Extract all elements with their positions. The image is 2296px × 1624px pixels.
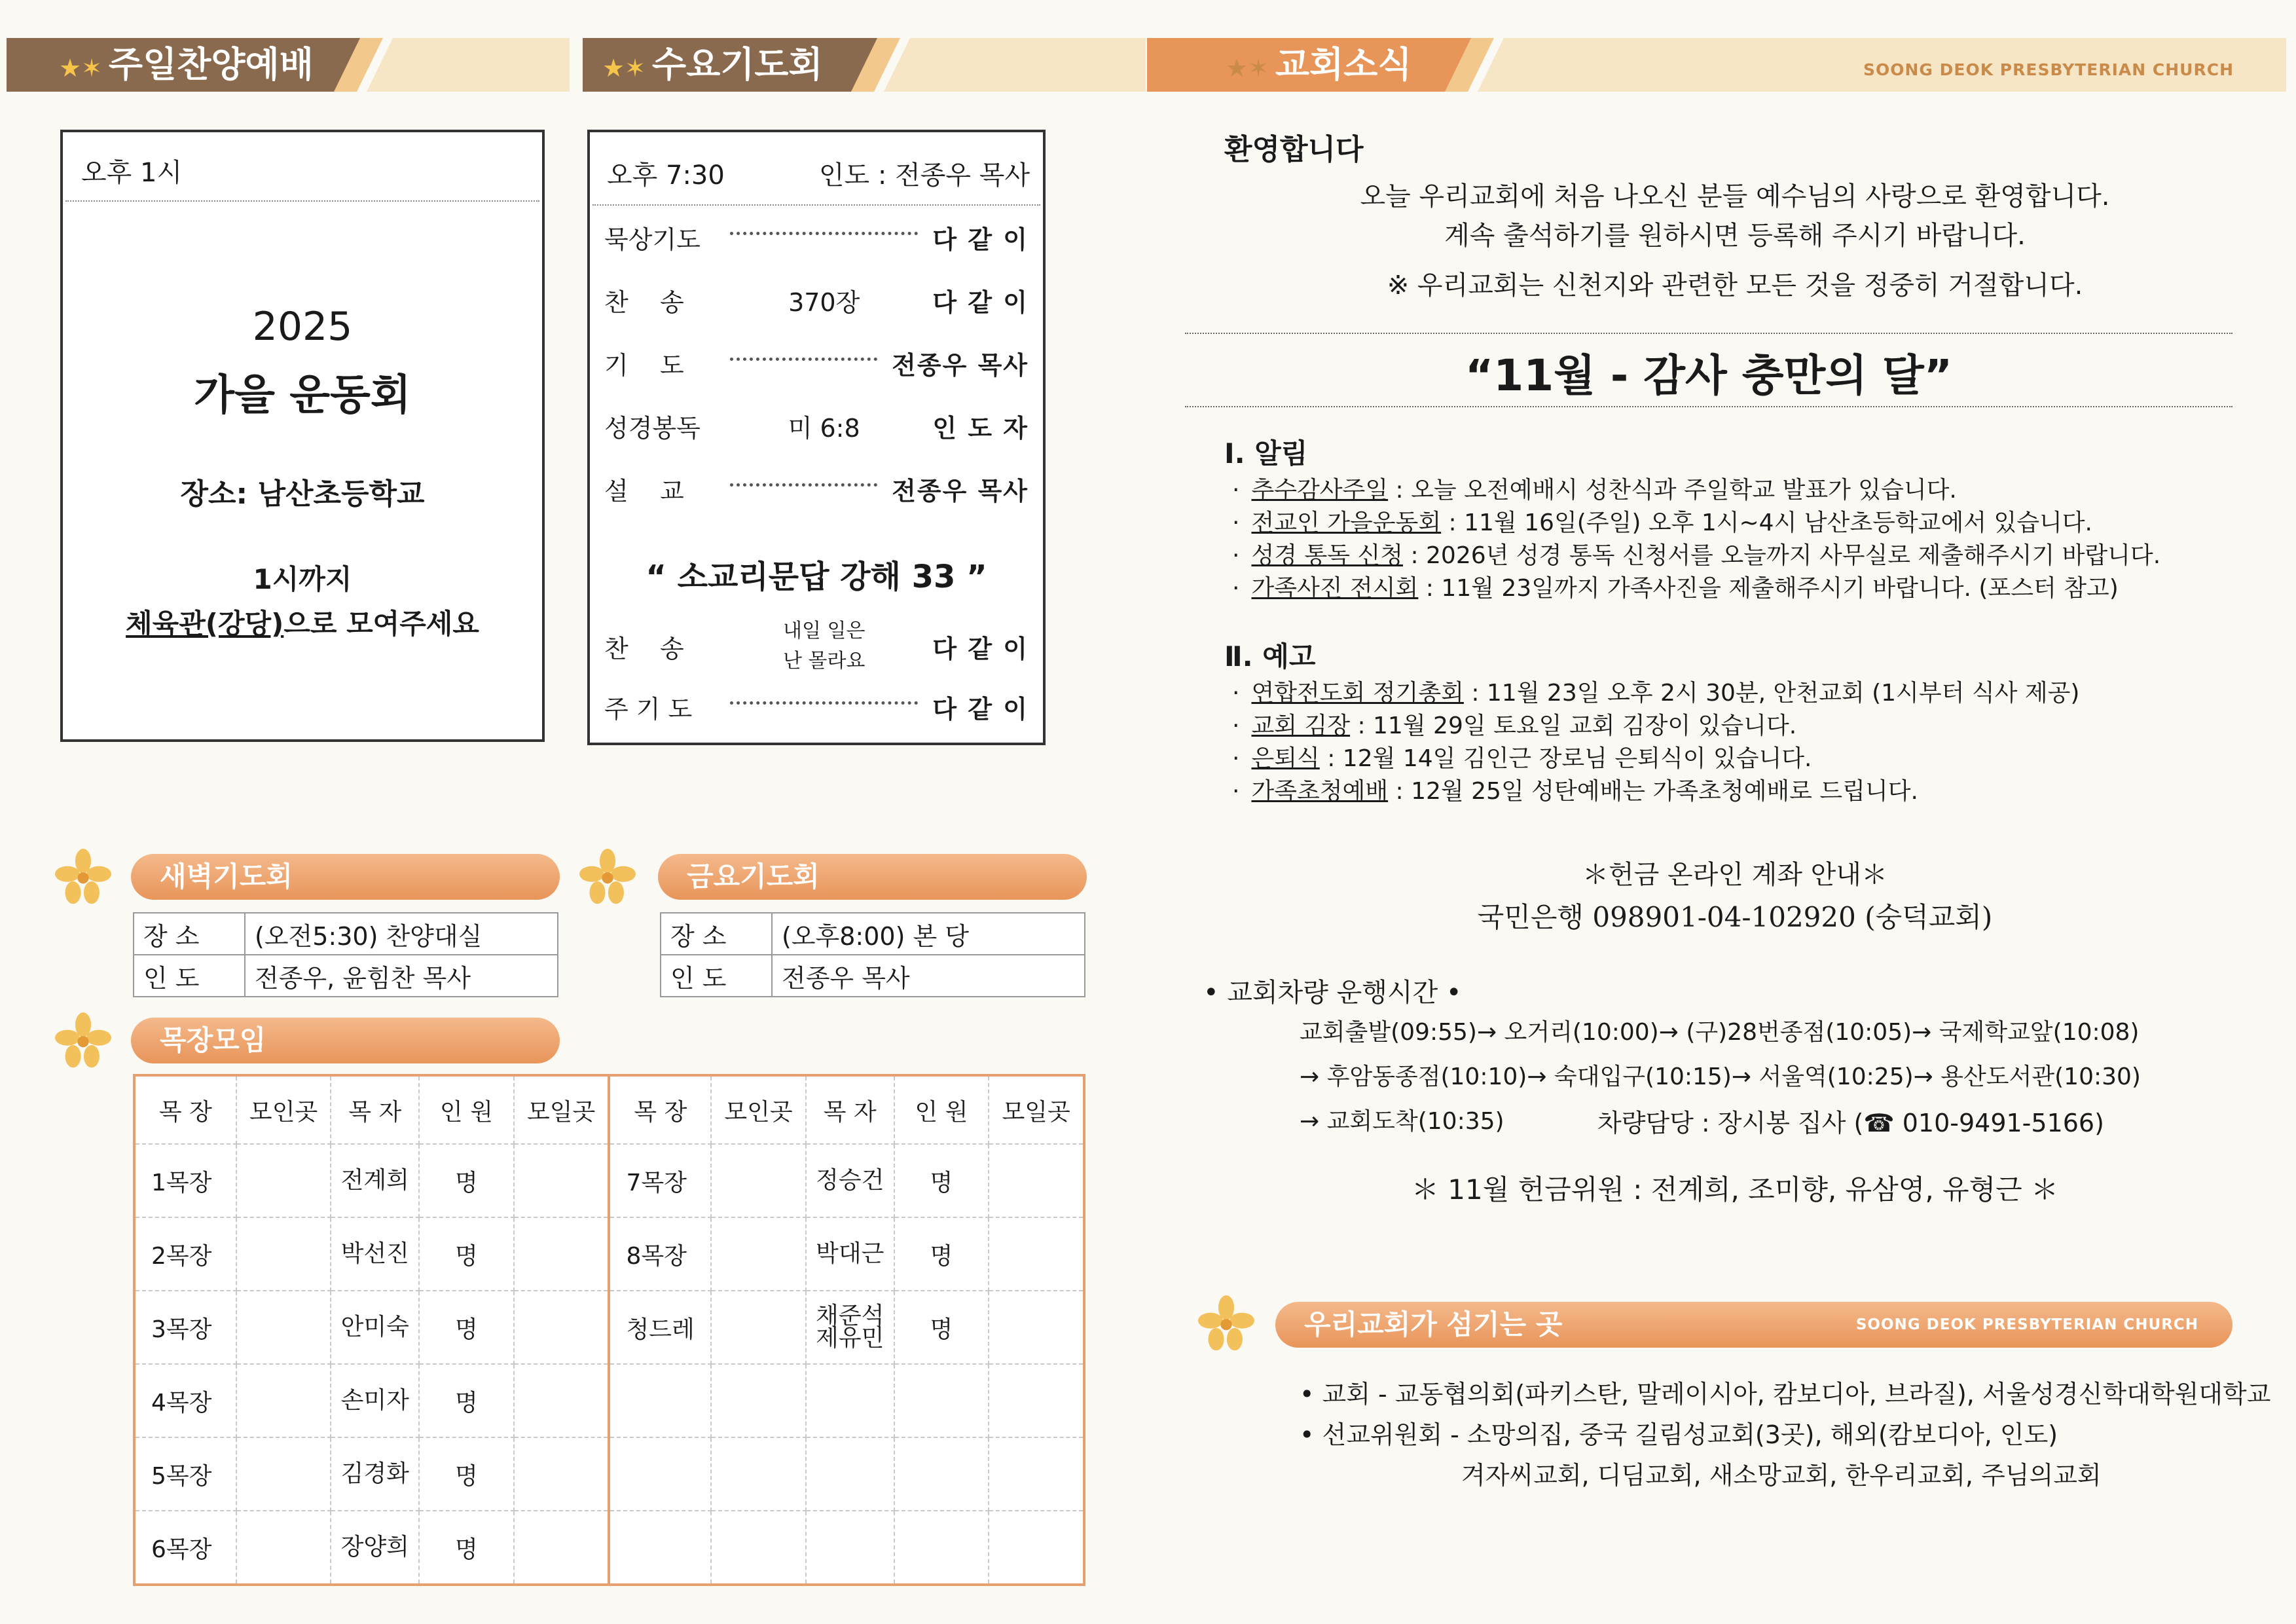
announcement-text: : 11월 16일(주일) 오후 1시~4시 남산초등학교에서 있습니다. (1441, 509, 2092, 536)
table-row (134, 1437, 1084, 1511)
member-count: 명 (419, 1144, 514, 1217)
service-row (590, 280, 1043, 320)
next-place (514, 1217, 610, 1291)
leader-dots (730, 358, 877, 361)
member-count: 명 (419, 1364, 514, 1437)
flower-icon (55, 849, 111, 905)
meeting-place (236, 1437, 331, 1511)
label: 인 도 (134, 955, 245, 997)
announcement-key: 가족초청예배 (1251, 778, 1389, 805)
dawn-leader: 전종우, 윤힘찬 목사 (245, 955, 558, 997)
bullet: · (1232, 542, 1240, 569)
meeting-place (236, 1511, 331, 1585)
wednesday-title: 수요기도회 (651, 44, 823, 85)
wednesday-header (583, 38, 1146, 92)
service-value: 인 도 자 (932, 413, 1029, 443)
announcement-item (1232, 504, 2092, 538)
mokjang-name (609, 1364, 711, 1437)
mokjang-name: 청드레 (609, 1291, 711, 1364)
service-detail: 370장 (788, 287, 860, 317)
meeting-place (711, 1364, 806, 1437)
meeting-place (236, 1144, 331, 1217)
meeting-place (711, 1437, 806, 1511)
announcement-text: : 12월 25일 성탄예배는 가족초청예배로 드립니다. (1388, 778, 1918, 805)
flower-icon (579, 849, 636, 905)
announcement-key: 교회 김장 (1251, 712, 1351, 739)
hymn-title-line: 난 몰라요 (782, 650, 866, 673)
column-header: 모인곳 (236, 1075, 331, 1144)
announcement-key: 가족사진 전시회 (1251, 575, 1419, 602)
dawn-table (133, 912, 558, 997)
service-row (590, 684, 1043, 729)
announcement-item (1232, 707, 1796, 741)
meeting-place (236, 1291, 331, 1364)
member-count: 명 (419, 1217, 514, 1291)
mokjang-name (609, 1437, 711, 1511)
dawn-title: 새벽기도회 (160, 860, 293, 893)
meeting-place (711, 1291, 806, 1364)
service-row (590, 217, 1043, 257)
flower-icon (55, 1012, 111, 1069)
sunday-title: 주일찬양예배 (108, 44, 314, 85)
mokjang-leader: 박선진 (331, 1217, 419, 1291)
bullet: · (1232, 509, 1240, 536)
stars-icon: ★✶ (59, 54, 102, 83)
bus-driver: 차량담당 : 장시봉 집사 (☎ 010-9491-5166) (1597, 1109, 2104, 1137)
service-label: 찬 송 (604, 287, 684, 317)
announcement-text: : 11월 29일 토요일 교회 김장이 있습니다. (1350, 712, 1797, 739)
mokjang-leader (806, 1437, 894, 1511)
serve-title: 우리교회가 섬기는 곳 (1304, 1308, 1563, 1340)
mokjang-leader: 안미숙 (331, 1291, 419, 1364)
table-row (134, 1144, 1084, 1217)
wednesday-time: 오후 7:30 (607, 160, 725, 191)
announcement-text: : 11월 23일까지 가족사진을 제출해주시기 바랍니다. (포스터 참고) (1418, 575, 2119, 602)
member-count: 명 (894, 1217, 989, 1291)
wednesday-box (587, 130, 1046, 745)
announcement-text: : 12월 14일 김인근 장로님 은퇴식이 있습니다. (1319, 745, 1812, 772)
announcement-item (1232, 674, 2079, 708)
mokjang-name: 6목장 (134, 1511, 236, 1585)
mokjang-name (609, 1511, 711, 1585)
service-value: 다 같 이 (932, 225, 1029, 254)
leader-dots (730, 232, 918, 235)
service-label: 설 교 (604, 476, 684, 506)
bus-route-1: 교회출발(09:55)→ 오거리(10:00)→ (구)28번종점(10:05)→ 국제학교앞(10:08) (1300, 1019, 2140, 1046)
event-name: 가을 운동회 (194, 371, 411, 420)
mokjang-name: 3목장 (134, 1291, 236, 1364)
service-row (590, 619, 1043, 673)
announcement-key: 전교인 가을운동회 (1251, 509, 1442, 536)
member-count: 명 (419, 1511, 514, 1585)
service-label: 성경봉독 (604, 413, 701, 443)
mokjang-leader: 장양희 (331, 1511, 419, 1585)
serve-line-3: 겨자씨교회, 디딤교회, 새소망교회, 한우리교회, 주님의교회 (1461, 1461, 2102, 1490)
next-place (989, 1217, 1084, 1291)
bullet: · (1232, 477, 1240, 504)
member-count (894, 1437, 989, 1511)
meeting-place (711, 1144, 806, 1217)
column-header: 목 장 (134, 1075, 236, 1144)
mokjang-leader: 정승건 (806, 1144, 894, 1217)
next-place (514, 1364, 610, 1437)
news-header (1147, 38, 2286, 92)
meeting-place (236, 1364, 331, 1437)
friday-leader: 전종우 목사 (772, 955, 1085, 997)
bullet: · (1232, 575, 1240, 602)
mokjang-leader: 채준석 제유민 (806, 1291, 894, 1364)
hymn-title-line: 내일 일은 (782, 619, 866, 642)
announcement-key: 은퇴식 (1251, 745, 1320, 772)
label: 장 소 (134, 913, 245, 955)
mokjang-name: 4목장 (134, 1364, 236, 1437)
welcome-line-3: ※ 우리교회는 신천지와 관련한 모든 것을 정중히 거절합니다. (1387, 270, 2083, 301)
table-row (134, 1291, 1084, 1364)
table-row (134, 1364, 1084, 1437)
friday-table (660, 912, 1085, 997)
member-count (894, 1364, 989, 1437)
mokjang-name: 1목장 (134, 1144, 236, 1217)
serve-title-bar (1275, 1302, 2232, 1348)
mokjang-leader: 박대근 (806, 1217, 894, 1291)
mokjang-table (133, 1074, 1085, 1586)
announcement-text: : 11월 23일 오후 2시 30분, 안천교회 (1시부터 식사 제공) (1463, 680, 2080, 707)
flower-icon (1198, 1295, 1254, 1352)
announcement-item (1232, 537, 2160, 570)
offering-account: 국민은행 098901-04-102920 (숭덕교회) (1477, 901, 1993, 933)
service-label: 묵상기도 (604, 225, 701, 254)
announcement-text: : 2026년 성경 통독 신청서를 오늘까지 사무실로 제출해주시기 바랍니다. (1403, 542, 2161, 569)
label: 인 도 (661, 955, 772, 997)
divider (65, 200, 539, 202)
church-name-en: SOONG DEOK PRESBYTERIAN CHURCH (1863, 60, 2234, 79)
news-title: 교회소식 (1275, 44, 1412, 85)
announcement-key: 추수감사주일 (1251, 477, 1389, 504)
friday-title-bar (658, 854, 1087, 900)
next-place (514, 1144, 610, 1217)
table-header-row (134, 1075, 1084, 1144)
bus-route-3: → 교회도착(10:35) (1300, 1108, 1504, 1135)
stars-icon: ★✶ (602, 54, 646, 83)
leader-dots (730, 483, 877, 487)
next-place (514, 1511, 610, 1585)
member-count: 명 (419, 1291, 514, 1364)
mokjang-leader: 전계희 (331, 1144, 419, 1217)
member-count: 명 (894, 1291, 989, 1364)
dawn-title-bar (131, 854, 560, 900)
bus-route-2: → 후암동종점(10:10)→ 숙대입구(10:15)→ 서울역(10:25)→ 용산도서관(10:30) (1300, 1063, 2141, 1090)
bullet: · (1232, 712, 1240, 739)
welcome-title: 환영합니다 (1224, 133, 1364, 166)
column-header: 인 원 (894, 1075, 989, 1144)
mokjang-name: 7목장 (609, 1144, 711, 1217)
next-place (989, 1437, 1084, 1511)
next-place (989, 1291, 1084, 1364)
mokjang-leader: 김경화 (331, 1437, 419, 1511)
announcement-item (1232, 570, 2119, 603)
bus-title: • 교회차량 운행시간 • (1203, 978, 1462, 1008)
service-row (590, 406, 1043, 445)
sunday-time: 오후 1시 (81, 158, 183, 188)
announcement-text: : 오늘 오전예배시 성찬식과 주일학교 발표가 있습니다. (1388, 477, 1957, 504)
service-label: 주 기 도 (604, 694, 693, 724)
serve-line-2: • 선교위원회 - 소망의집, 중국 길림성교회(3곳), 해외(캄보디아, 인도) (1300, 1420, 2058, 1449)
next-place (989, 1364, 1084, 1437)
announcement-key: 연합전도회 정기총회 (1251, 680, 1464, 707)
divider (592, 204, 1040, 206)
service-value: 다 같 이 (932, 287, 1029, 317)
gather-notice (63, 602, 542, 642)
sunday-box (60, 130, 545, 742)
mokjang-leader: 손미자 (331, 1364, 419, 1437)
bullet: · (1232, 680, 1240, 707)
sunday-header (7, 38, 570, 92)
bullet: · (1232, 778, 1240, 805)
member-count (894, 1511, 989, 1585)
announcement-item (1232, 740, 1812, 773)
announcement-key: 성경 통독 신청 (1251, 542, 1403, 569)
column-header: 목 장 (609, 1075, 711, 1144)
month-theme: “11월 - 감사 충만의 달” (1465, 350, 1953, 401)
offering-title: ＊헌금 온라인 계좌 안내＊ (1582, 860, 1887, 890)
meeting-place (711, 1217, 806, 1291)
event-year: 2025 (252, 304, 353, 350)
column-header: 목 자 (806, 1075, 894, 1144)
serve-church-en: SOONG DEOK PRESBYTERIAN CHURCH (1855, 1316, 2198, 1333)
bullet: · (1232, 745, 1240, 772)
service-value: 다 같 이 (932, 694, 1029, 724)
leader-dots (730, 701, 918, 705)
service-row (590, 469, 1043, 508)
member-count: 명 (894, 1144, 989, 1217)
wednesday-leader: 인도 : 전종우 목사 (818, 160, 1030, 191)
announcement-item (1232, 773, 1918, 806)
welcome-line-1: 오늘 우리교회에 처음 나오신 분들 예수님의 사랑으로 환영합니다. (1360, 181, 2110, 212)
next-place (989, 1511, 1084, 1585)
friday-place: (오후8:00) 본 당 (772, 913, 1085, 955)
divider (1185, 333, 2232, 334)
service-value: 전종우 목사 (892, 476, 1029, 506)
meeting-place (711, 1511, 806, 1585)
column-header: 인 원 (419, 1075, 514, 1144)
mokjang-name: 2목장 (134, 1217, 236, 1291)
mokjang-title: 목장모임 (160, 1024, 266, 1056)
column-header: 모일곳 (989, 1075, 1084, 1144)
gather-time: 1시까지 (253, 563, 352, 595)
column-header: 모일곳 (514, 1075, 610, 1144)
label: 장 소 (661, 913, 772, 955)
mokjang-leader (806, 1364, 894, 1437)
mokjang-leader (806, 1511, 894, 1585)
table-row (134, 1217, 1084, 1291)
gather-suffix: 으로 모여주세요 (283, 608, 479, 640)
service-detail: 미 6:8 (788, 413, 860, 443)
event-place: 장소: 남산초등학교 (180, 477, 425, 511)
section-preview-title: Ⅱ. 예고 (1224, 640, 1316, 673)
offering-members: ＊ 11월 헌금위원 : 전계희, 조미향, 유삼영, 유형근 ＊ (1411, 1173, 2059, 1206)
service-value: 전종우 목사 (892, 350, 1029, 380)
column-header: 목 자 (331, 1075, 419, 1144)
serve-line-1: • 교회 - 교동협의회(파키스탄, 말레이시아, 캄보디아, 브라질), 서울성경신학대학원대학교 (1300, 1380, 2271, 1409)
announcement-item (1232, 471, 1957, 505)
next-place (989, 1144, 1084, 1217)
service-label: 기 도 (604, 350, 684, 380)
service-row (590, 343, 1043, 382)
sermon-title: “ 소교리문답 강해 33 ” (646, 559, 987, 595)
friday-title: 금요기도회 (687, 860, 820, 893)
service-label: 찬 송 (604, 634, 684, 663)
mokjang-name: 8목장 (609, 1217, 711, 1291)
next-place (514, 1437, 610, 1511)
service-value: 다 같 이 (932, 634, 1029, 663)
gather-place: 체육관(강당) (126, 608, 284, 640)
member-count: 명 (419, 1437, 514, 1511)
meeting-place (236, 1217, 331, 1291)
mokjang-title-bar (131, 1018, 560, 1063)
mokjang-name: 5목장 (134, 1437, 236, 1511)
section-announcements-title: Ⅰ. 알림 (1224, 437, 1308, 470)
divider (1185, 406, 2232, 407)
next-place (514, 1291, 610, 1364)
hymn-title (716, 616, 932, 676)
column-header: 모인곳 (711, 1075, 806, 1144)
table-row (134, 1511, 1084, 1585)
stars-icon: ★✶ (1226, 54, 1269, 83)
dawn-place: (오전5:30) 찬양대실 (245, 913, 558, 955)
welcome-line-2: 계속 출석하기를 원하시면 등록해 주시기 바랍니다. (1444, 221, 2026, 251)
